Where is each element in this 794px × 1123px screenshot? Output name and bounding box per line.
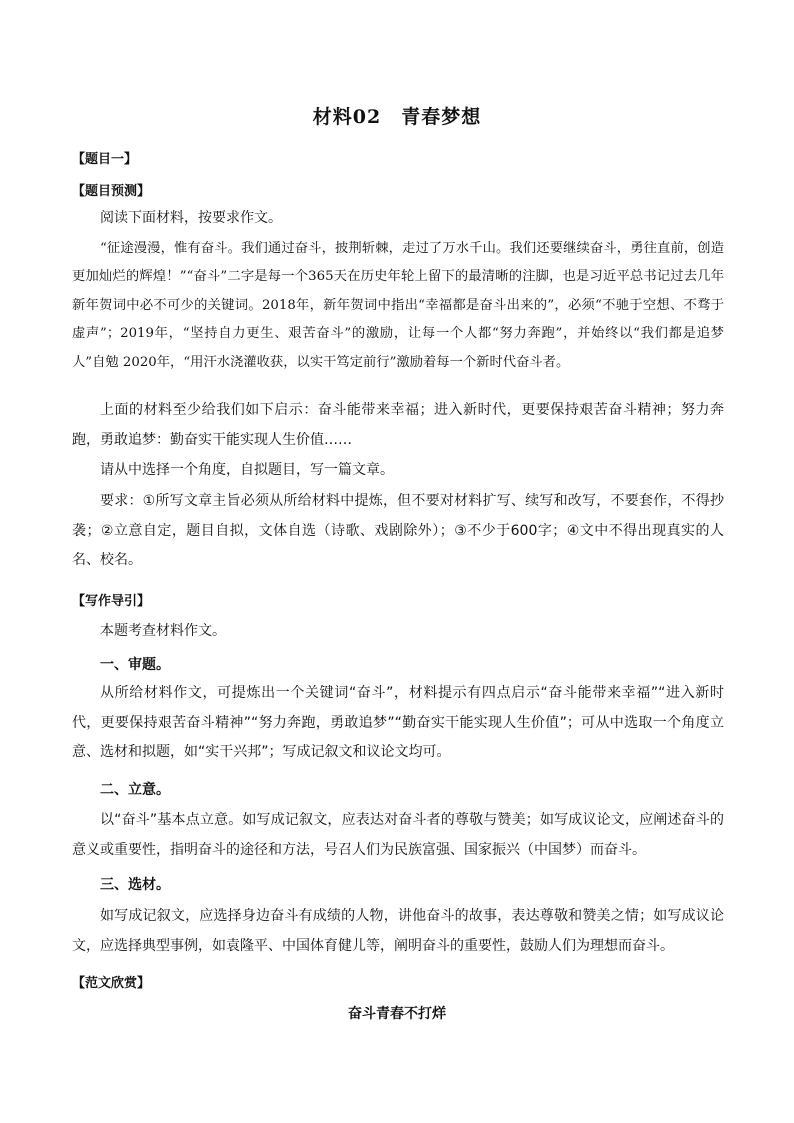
requirements-paragraph: 要求：①所写文章主旨必须从所给材料中提炼，但不要对材料扩写、续写和改写，不要套作，不得抄袭；②立意自定，题目自拟，文体自选（诗歌、戏剧除外）；③不少于600字；④文中不得出现真实的人名、校名。 (72, 493, 724, 568)
instruction-paragraph: 阅读下面材料，按要求作文。 (100, 210, 282, 226)
forecast-tag: 【题目预测】 (72, 184, 151, 199)
section-material-body: 如写成记叙文，应选择身边奋斗有成绩的人物，讲他奋斗的故事，表达尊敬和赞美之情；如写成议论文，应选择典型事例，如袁隆平、中国体育健儿等，阐明奋斗的重要性，鼓励人们为理想而奋斗。 (72, 908, 724, 954)
document-title: 材料02 青春梦想 (312, 106, 482, 128)
writing-guide-tag: 【写作导引】 (72, 594, 151, 609)
section-theme-body: 以“奋斗”基本点立意。如写成记叙文，应表达对奋斗者的尊敬与赞美；如写成议论文，应阐述奋斗的意义或重要性，指明奋斗的途径和方法，号召人们为民族富强、国家振兴（中国梦）而奋斗。 (72, 812, 724, 858)
section-review-body: 从所给材料作文，可提炼出一个关键词“奋斗”，材料提示有四点启示“奋斗能带来幸福”“进入新时代，更要保持艰苦奋斗精神”“努力奔跑，勇敢追梦”“勤奋实干能实现人生价值”；可从中选取一个角度立意、选材和拟题，如“实干兴邦”；写成记叙文和议论文均可。 (72, 685, 724, 760)
task-paragraph: 请从中选择一个角度，自拟题目，写一篇文章。 (100, 462, 394, 478)
section-theme-heading: 二、立意。 (100, 782, 170, 798)
sample-essay-tag: 【范文欣赏】 (72, 976, 151, 991)
guide-intro: 本题考查材料作文。 (100, 623, 226, 639)
material-quote: “征途漫漫，惟有奋斗。我们通过奋斗，披荆斩棘，走过了万水千山。我们还要继续奋斗，勇往直前，创造更加灿烂的辉煌！”“奋斗”二字是每一个365天在历史年轮上留下的最清晰的注脚，也是习近平总书记过去几年新年贺词中必不可少的关键词。2018年，新年贺词中指出“幸福都是奋斗出来的”，必须“不驰于空想、不骛于虚声”；2019年，“坚持自力更生、艰苦奋斗”的激励，让每一个人都“努力奔跑”，并始终以“我们都是追梦人”自勉 2020年，“用汗水浇灌收获，以实干笃定前行”激励着每一个新时代奋斗者。 (72, 241, 724, 370)
section-review-heading: 一、审题。 (100, 657, 170, 673)
hint-paragraph: 上面的材料至少给我们如下启示：奋斗能带来幸福；进入新时代，更要保持艰苦奋斗精神；努力奔跑，勇敢追梦：勤奋实干能实现人生价值…… (72, 402, 724, 448)
essay-title: 奋斗青春不打烊 (348, 1006, 446, 1022)
section-material-heading: 三、选材。 (100, 877, 170, 893)
topic-one-tag: 【题目一】 (72, 152, 138, 167)
